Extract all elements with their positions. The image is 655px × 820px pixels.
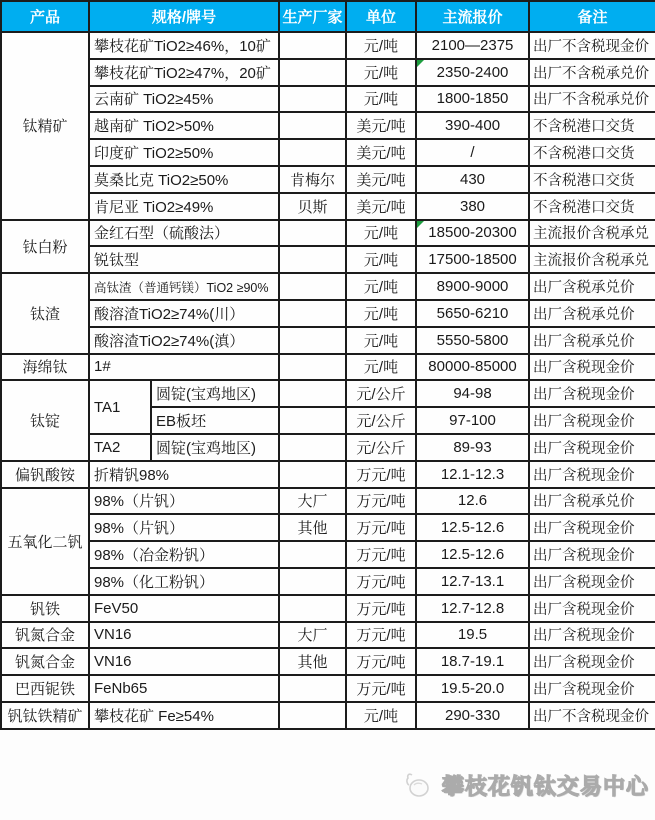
table-row xyxy=(1,622,655,649)
table-row xyxy=(1,327,655,354)
price-cell: 12.1-12.3 xyxy=(416,461,529,488)
manufacturer-cell xyxy=(279,273,346,300)
spec-cell: 肯尼亚 TiO2≥49% xyxy=(89,193,279,220)
unit-cell: 万元/吨 xyxy=(346,675,416,702)
remark-cell: 不含税港口交货 xyxy=(529,139,655,166)
product-cell: 钒氮合金 xyxy=(1,622,89,649)
unit-cell: 万元/吨 xyxy=(346,461,416,488)
manufacturer-cell xyxy=(279,139,346,166)
unit-cell: 万元/吨 xyxy=(346,595,416,622)
manufacturer-cell xyxy=(279,595,346,622)
unit-cell: 元/吨 xyxy=(346,273,416,300)
table-row xyxy=(1,675,655,702)
price-cell: 12.7-12.8 xyxy=(416,595,529,622)
spec-shape-cell: 圆锭(宝鸡地区) xyxy=(151,434,279,461)
spec-grade-cell: TA1 xyxy=(89,380,151,434)
table-row xyxy=(1,488,655,515)
price-cell: 390-400 xyxy=(416,112,529,139)
spec-cell: FeNb65 xyxy=(89,675,279,702)
spec-cell: 云南矿 TiO2≥45% xyxy=(89,86,279,113)
unit-cell: 元/吨 xyxy=(346,86,416,113)
table-row xyxy=(1,246,655,273)
spec-grade-cell: TA2 xyxy=(89,434,151,461)
spec-cell: 攀枝花矿 Fe≥54% xyxy=(89,702,279,729)
manufacturer-cell xyxy=(279,59,346,86)
col-header-price: 主流报价 xyxy=(416,1,529,32)
unit-cell: 美元/吨 xyxy=(346,112,416,139)
price-cell: 19.5 xyxy=(416,622,529,649)
table-row xyxy=(1,541,655,568)
spec-cell: 98%（片钒） xyxy=(89,514,279,541)
manufacturer-cell xyxy=(279,407,346,434)
header-row xyxy=(1,1,655,32)
unit-cell: 元/吨 xyxy=(346,246,416,273)
table-header xyxy=(1,1,655,32)
table-row xyxy=(1,59,655,86)
manufacturer-cell: 肯梅尔 xyxy=(279,166,346,193)
table-row xyxy=(1,273,655,300)
price-cell: 18500-20300 xyxy=(416,220,529,247)
unit-cell: 元/公斤 xyxy=(346,434,416,461)
unit-cell: 万元/吨 xyxy=(346,541,416,568)
price-cell: 19.5-20.0 xyxy=(416,675,529,702)
remark-cell: 不含税港口交货 xyxy=(529,112,655,139)
table-row xyxy=(1,112,655,139)
unit-cell: 元/吨 xyxy=(346,300,416,327)
price-cell: 8900-9000 xyxy=(416,273,529,300)
manufacturer-cell: 大厂 xyxy=(279,488,346,515)
price-cell: 94-98 xyxy=(416,380,529,407)
manufacturer-cell: 其他 xyxy=(279,648,346,675)
price-cell: 5550-5800 xyxy=(416,327,529,354)
spec-cell: 印度矿 TiO2≥50% xyxy=(89,139,279,166)
manufacturer-cell xyxy=(279,354,346,381)
manufacturer-cell: 其他 xyxy=(279,514,346,541)
col-header-product: 产品 xyxy=(1,1,89,32)
product-cell: 钛白粉 xyxy=(1,220,89,274)
unit-cell: 万元/吨 xyxy=(346,488,416,515)
table-row xyxy=(1,193,655,220)
manufacturer-cell: 贝斯 xyxy=(279,193,346,220)
price-cell: 290-330 xyxy=(416,702,529,729)
unit-cell: 元/吨 xyxy=(346,59,416,86)
manufacturer-cell xyxy=(279,541,346,568)
unit-cell: 元/吨 xyxy=(346,32,416,59)
price-cell: 80000-85000 xyxy=(416,354,529,381)
price-cell: 12.6 xyxy=(416,488,529,515)
table-row xyxy=(1,434,655,461)
trade-center-logo-icon xyxy=(406,772,436,800)
remark-cell: 主流报价含税承兑 xyxy=(529,220,655,247)
product-cell: 钛精矿 xyxy=(1,32,89,220)
spec-cell: 高钛渣（普通钙镁）TiO2 ≥90% xyxy=(89,273,279,300)
spec-cell: FeV50 xyxy=(89,595,279,622)
remark-cell: 出厂含税承兑价 xyxy=(529,273,655,300)
table-row xyxy=(1,354,655,381)
unit-cell: 元/公斤 xyxy=(346,380,416,407)
remark-cell: 出厂不含税现金价 xyxy=(529,32,655,59)
table-row xyxy=(1,32,655,59)
remark-cell: 不含税港口交货 xyxy=(529,166,655,193)
remark-cell: 出厂不含税现金价 xyxy=(529,702,655,729)
remark-cell: 不含税港口交货 xyxy=(529,193,655,220)
spec-cell: 酸溶渣TiO2≥74%(滇） xyxy=(89,327,279,354)
table-row xyxy=(1,514,655,541)
table-row xyxy=(1,595,655,622)
manufacturer-cell: 大厂 xyxy=(279,622,346,649)
table-row xyxy=(1,380,655,407)
price-cell: 12.7-13.1 xyxy=(416,568,529,595)
unit-cell: 元/吨 xyxy=(346,354,416,381)
watermark xyxy=(406,770,649,801)
remark-cell: 出厂含税现金价 xyxy=(529,595,655,622)
unit-cell: 元/吨 xyxy=(346,220,416,247)
price-cell: 430 xyxy=(416,166,529,193)
unit-cell: 元/吨 xyxy=(346,327,416,354)
product-cell: 钛渣 xyxy=(1,273,89,353)
table-row xyxy=(1,166,655,193)
spec-cell: VN16 xyxy=(89,648,279,675)
unit-cell: 元/吨 xyxy=(346,702,416,729)
spec-cell: 98%（冶金粉钒） xyxy=(89,541,279,568)
spec-cell: 1# xyxy=(89,354,279,381)
price-cell: 89-93 xyxy=(416,434,529,461)
remark-cell: 出厂含税现金价 xyxy=(529,648,655,675)
product-cell: 钒铁 xyxy=(1,595,89,622)
spec-shape-cell: 圆锭(宝鸡地区) xyxy=(151,380,279,407)
product-cell: 偏钒酸铵 xyxy=(1,461,89,488)
price-cell: 380 xyxy=(416,193,529,220)
table-row xyxy=(1,648,655,675)
spec-cell: 攀枝花矿TiO2≥46%，10矿 xyxy=(89,32,279,59)
remark-cell: 出厂含税现金价 xyxy=(529,407,655,434)
unit-cell: 美元/吨 xyxy=(346,193,416,220)
remark-cell: 出厂不含税承兑价 xyxy=(529,59,655,86)
manufacturer-cell xyxy=(279,702,346,729)
spec-shape-cell: EB板坯 xyxy=(151,407,279,434)
product-cell: 巴西铌铁 xyxy=(1,675,89,702)
manufacturer-cell xyxy=(279,112,346,139)
remark-cell: 出厂含税承兑价 xyxy=(529,327,655,354)
price-cell: 1800-1850 xyxy=(416,86,529,113)
manufacturer-cell xyxy=(279,434,346,461)
watermark-text: 攀枝花钒钛交易中心 xyxy=(441,774,649,799)
unit-cell: 万元/吨 xyxy=(346,648,416,675)
manufacturer-cell xyxy=(279,246,346,273)
manufacturer-cell xyxy=(279,327,346,354)
col-header-manufacturer: 生产厂家 xyxy=(279,1,346,32)
price-cell: 5650-6210 xyxy=(416,300,529,327)
spec-cell: VN16 xyxy=(89,622,279,649)
price-cell: 18.7-19.1 xyxy=(416,648,529,675)
product-cell: 钒钛铁精矿 xyxy=(1,702,89,729)
manufacturer-cell xyxy=(279,568,346,595)
remark-cell: 出厂含税现金价 xyxy=(529,568,655,595)
price-cell: 2100—2375 xyxy=(416,32,529,59)
remark-cell: 出厂含税现金价 xyxy=(529,354,655,381)
table-row xyxy=(1,461,655,488)
unit-cell: 万元/吨 xyxy=(346,568,416,595)
product-cell: 五氧化二钒 xyxy=(1,488,89,595)
table-row xyxy=(1,300,655,327)
spec-cell: 酸溶渣TiO2≥74%(川） xyxy=(89,300,279,327)
table-row xyxy=(1,220,655,247)
manufacturer-cell xyxy=(279,86,346,113)
remark-cell: 出厂含税现金价 xyxy=(529,380,655,407)
remark-cell: 出厂含税现金价 xyxy=(529,622,655,649)
spec-cell: 锐钛型 xyxy=(89,246,279,273)
unit-cell: 美元/吨 xyxy=(346,139,416,166)
table-row xyxy=(1,568,655,595)
price-cell: 97-100 xyxy=(416,407,529,434)
manufacturer-cell xyxy=(279,300,346,327)
remark-cell: 出厂含税现金价 xyxy=(529,541,655,568)
unit-cell: 元/公斤 xyxy=(346,407,416,434)
col-header-unit: 单位 xyxy=(346,1,416,32)
price-cell: 17500-18500 xyxy=(416,246,529,273)
spec-cell: 98%（化工粉钒） xyxy=(89,568,279,595)
product-cell: 钒氮合金 xyxy=(1,648,89,675)
col-header-spec: 规格/牌号 xyxy=(89,1,279,32)
manufacturer-cell xyxy=(279,461,346,488)
manufacturer-cell xyxy=(279,675,346,702)
spec-cell: 98%（片钒） xyxy=(89,488,279,515)
product-cell: 钛锭 xyxy=(1,380,89,460)
table-row xyxy=(1,86,655,113)
unit-cell: 万元/吨 xyxy=(346,622,416,649)
manufacturer-cell xyxy=(279,220,346,247)
spec-cell: 攀枝花矿TiO2≥47%，20矿 xyxy=(89,59,279,86)
remark-cell: 出厂含税现金价 xyxy=(529,675,655,702)
remark-cell: 出厂含税现金价 xyxy=(529,514,655,541)
unit-cell: 美元/吨 xyxy=(346,166,416,193)
spec-cell: 金红石型（硫酸法） xyxy=(89,220,279,247)
manufacturer-cell xyxy=(279,380,346,407)
price-cell: 12.5-12.6 xyxy=(416,541,529,568)
price-cell: 2350-2400 xyxy=(416,59,529,86)
table-row xyxy=(1,702,655,729)
price-cell: 12.5-12.6 xyxy=(416,514,529,541)
spec-cell: 越南矿 TiO2>50% xyxy=(89,112,279,139)
remark-cell: 出厂含税现金价 xyxy=(529,434,655,461)
spec-cell: 莫桑比克 TiO2≥50% xyxy=(89,166,279,193)
price-cell: / xyxy=(416,139,529,166)
spec-cell: 折精钒98% xyxy=(89,461,279,488)
remark-cell: 出厂含税承兑价 xyxy=(529,488,655,515)
remark-cell: 主流报价含税承兑 xyxy=(529,246,655,273)
table-row xyxy=(1,139,655,166)
product-cell: 海绵钛 xyxy=(1,354,89,381)
table-body xyxy=(1,32,655,729)
col-header-remark: 备注 xyxy=(529,1,655,32)
remark-cell: 出厂含税承兑价 xyxy=(529,300,655,327)
remark-cell: 出厂含税现金价 xyxy=(529,461,655,488)
unit-cell: 万元/吨 xyxy=(346,514,416,541)
remark-cell: 出厂不含税承兑价 xyxy=(529,86,655,113)
manufacturer-cell xyxy=(279,32,346,59)
